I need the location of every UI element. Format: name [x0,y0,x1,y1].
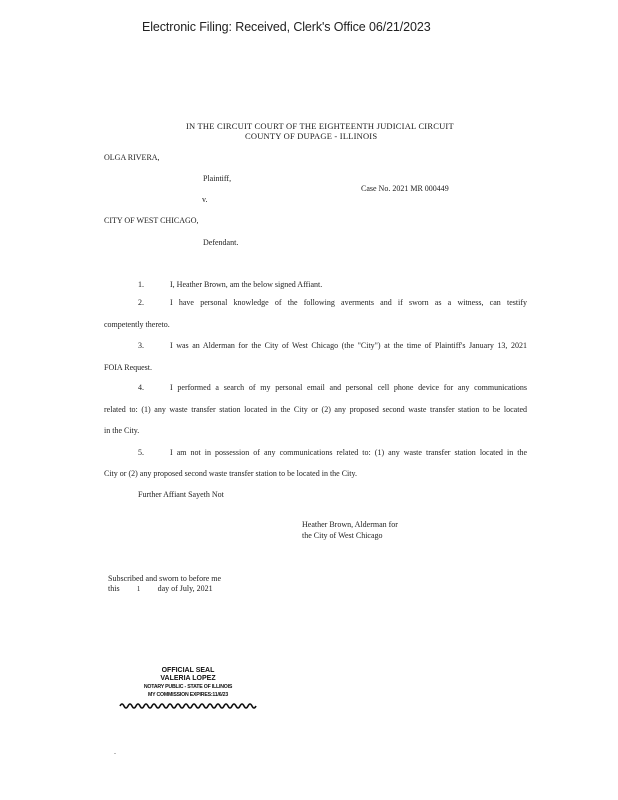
filing-stamp: Electronic Filing: Received, Clerk's Office 06/21/2023 [142,20,431,34]
seal-title: OFFICIAL SEAL [161,667,215,674]
defendant-name: CITY OF WEST CHICAGO, [104,216,199,225]
scan-speck [114,753,116,754]
notary-seal [118,667,258,709]
paragraph-number: 5. [138,448,144,457]
jurat-this: this [108,584,120,593]
seal-wavy-border [119,701,257,709]
signature-line1: Heather Brown, Alderman for [302,520,398,529]
paragraph-line: I, Heather Brown, am the below signed Affiant. [170,280,323,289]
seal-commission: MY COMMISSION EXPIRES:11/6/23 [147,692,228,698]
plaintiff-name: OLGA RIVERA, [104,153,160,162]
defendant-role: Defendant. [203,238,239,247]
jurat-day: 1 [136,585,141,593]
paragraph-line: I was an Alderman for the City of West Chicago (the "City") at the time of Plaintiff's January 13, 2021 [170,341,527,350]
court-heading-line1: IN THE CIRCUIT COURT OF THE EIGHTEENTH JUDICIAL CIRCUIT [186,121,454,131]
paragraph-number: 2. [138,298,144,307]
further-affiant: Further Affiant Sayeth Not [138,490,224,499]
plaintiff-role: Plaintiff, [203,174,232,183]
paragraph-number: 4. [138,383,144,392]
case-number: Case No. 2021 MR 000449 [361,184,449,193]
jurat-line1: Subscribed and sworn to before me [108,574,222,583]
seal-notary-name: VALERIA LOPEZ [160,675,216,682]
paragraph-line: I am not in possession of any communications related to: (1) any waste transfer station located in the [170,448,527,457]
paragraph-line: competently thereto. [104,320,170,329]
jurat-month-year: day of July, 2021 [157,584,213,593]
paragraph-number: 3. [138,341,144,350]
court-heading-line2: COUNTY OF DUPAGE - ILLINOIS [245,131,378,141]
paragraph-line: FOIA Request. [104,363,152,372]
seal-state: NOTARY PUBLIC - STATE OF ILLINOIS [143,684,233,690]
jurat-line2 [108,584,213,593]
versus: v. [202,195,208,204]
signature-line2: the City of West Chicago [302,531,383,540]
paragraph-line: I performed a search of my personal email and personal cell phone device for any communications [170,383,527,392]
paragraph-line: I have personal knowledge of the following averments and if sworn as a witness, can testify [170,298,527,307]
paragraph-line: related to: (1) any waste transfer station located in the City or (2) any proposed second waste transfer station to be located [104,405,527,414]
paragraph-line: City or (2) any proposed second waste transfer station to be located in the City. [104,469,357,478]
paragraph-line: in the City. [104,426,140,435]
paragraph-number: 1. [138,280,144,289]
